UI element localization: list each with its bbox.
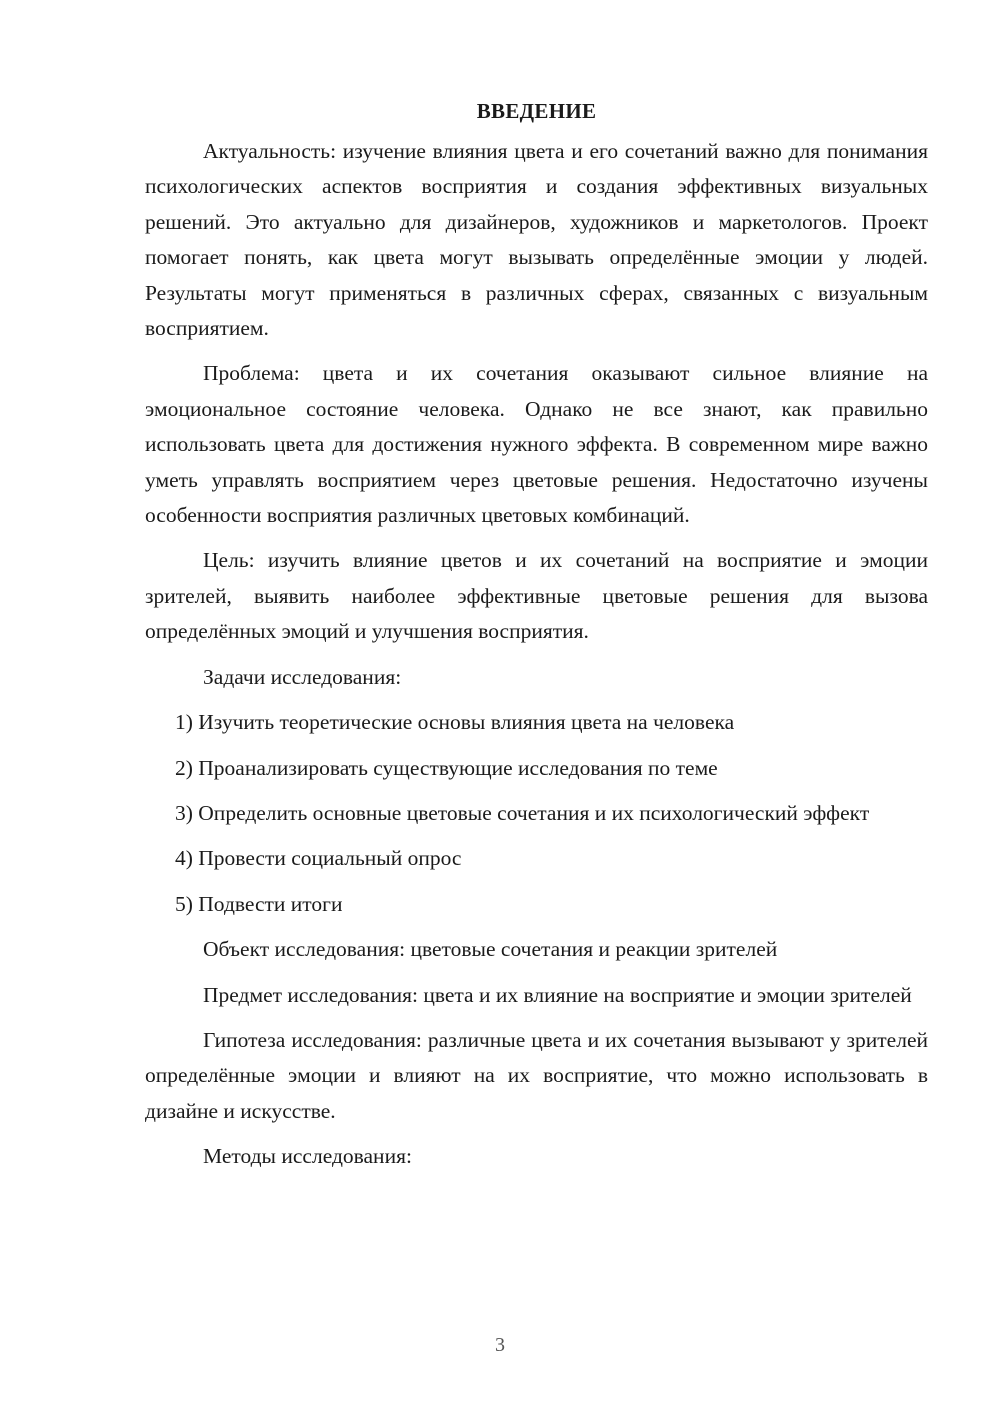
task-item: 2) Проанализировать существующие исследования по теме [175, 755, 718, 780]
goal-paragraph: Цель: изучить влияние цветов и их сочетаний на восприятие и эмоции зрителей, выявить наиболее эффективные цветовые решения для вызова определённых эмоций и улучшения восприятия. [145, 548, 928, 644]
research-object: Объект исследования: цветовые сочетания и реакции зрителей [203, 937, 778, 962]
problem-paragraph: Проблема: цвета и их сочетания оказывают сильное влияние на эмоциональное состояние человека. Однако не все знают, как правильно использовать цвета для достижения нужного эффекта. В современном мире важно уметь управлять восприятием через цветовые решения. Недостаточно изучены особенности восприятия различных цветовых комбинаций. [145, 361, 928, 528]
document-page [145, 96, 928, 1185]
relevance-paragraph: Актуальность: изучение влияния цвета и его сочетаний важно для понимания психологических аспектов восприятия и создания эффективных визуальных решений. Это актуально для дизайнеров, художников и маркетологов. Проект помогает понять, как цвета могут вызывать определённые эмоции у людей. Результаты могут применяться в различных сферах, связанных с визуальным восприятием. [145, 139, 928, 341]
tasks-list [145, 705, 928, 922]
tasks-heading: Задачи исследования: [203, 664, 402, 689]
page-number: 3 [495, 1334, 505, 1356]
task-item: 5) Подвести итоги [175, 891, 343, 916]
task-item: 4) Провести социальный опрос [175, 846, 462, 871]
research-hypothesis: Гипотеза исследования: различные цвета и их сочетания вызывают у зрителей определённые эмоции и влияют на их восприятие, что можно использовать в дизайне и искусстве. [145, 1027, 928, 1123]
section-title: ВВЕДЕНИЕ [476, 99, 597, 123]
methods-heading: Методы исследования: [203, 1144, 412, 1169]
task-item: 1) Изучить теоретические основы влияния цвета на человека [175, 710, 735, 735]
task-item: 3) Определить основные цветовые сочетания и их психологический эффект [175, 800, 870, 825]
research-subject: Предмет исследования: цвета и их влияние на восприятие и эмоции зрителей [203, 982, 912, 1007]
